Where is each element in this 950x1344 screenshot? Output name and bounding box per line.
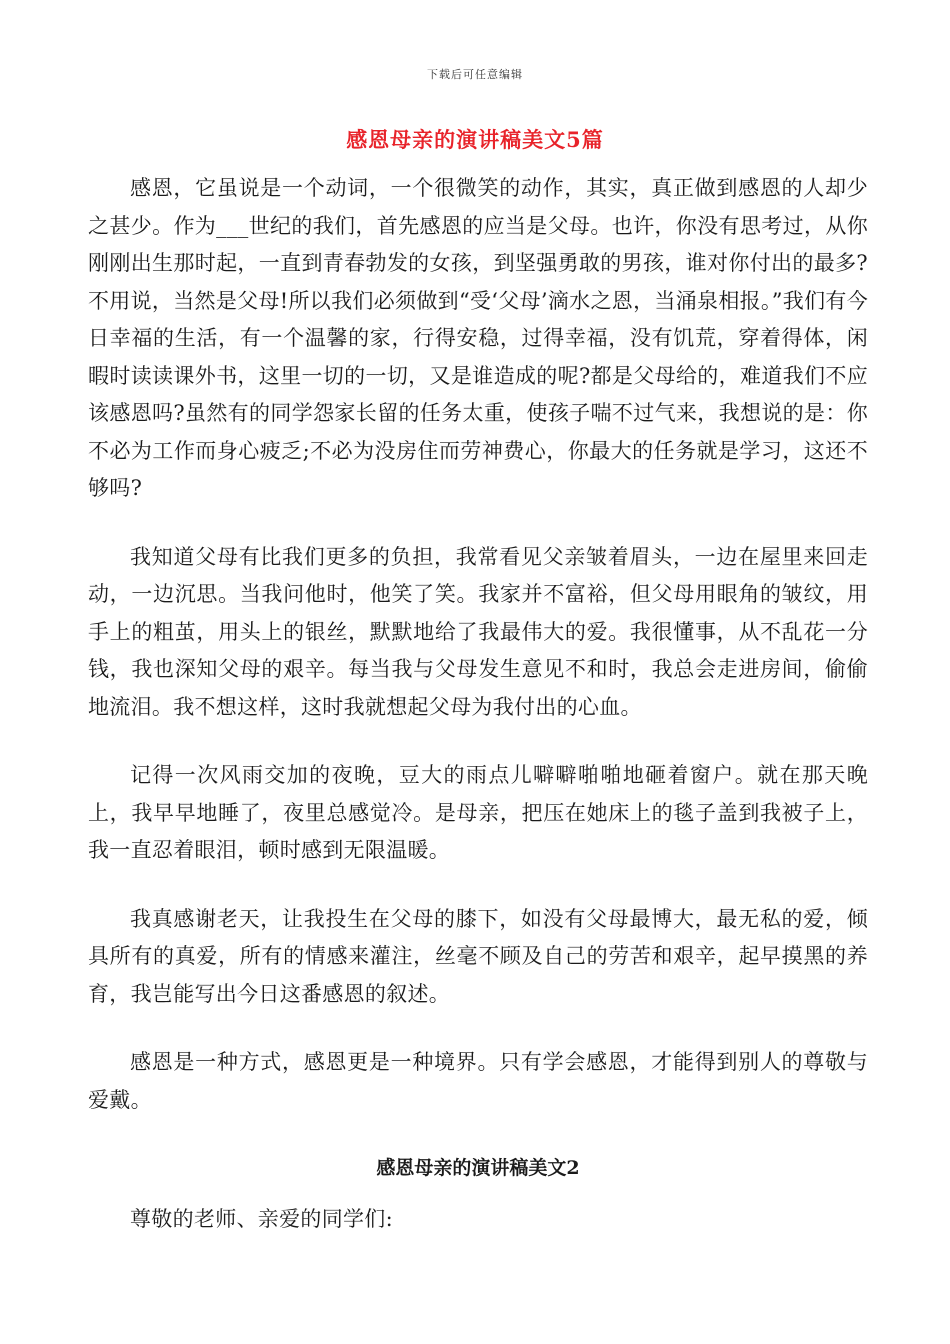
paragraph-gap <box>88 726 868 757</box>
paragraph-3: 记得一次风雨交加的夜晚，豆大的雨点儿噼噼啪啪地砸着窗户。就在那天晚上，我早早地睡了，夜里总感觉冷。是母亲，把压在她床上的毯子盖到我被子上，我一直忍着眼泪，顿时感到无限温暖。 <box>88 763 868 862</box>
document-title: 感恩母亲的演讲稿美文5篇 <box>346 127 604 152</box>
section-2-greeting: 尊敬的老师、亲爱的同学们: <box>130 1207 393 1231</box>
document-body <box>88 170 868 1239</box>
paragraph-5: 感恩是一种方式，感恩更是一种境界。只有学会感恩，才能得到别人的尊敬与爱戴。 <box>88 1050 868 1112</box>
paragraph-gap <box>88 1013 868 1044</box>
paragraph-gap <box>88 508 868 539</box>
header-note: 下载后可任意编辑 <box>427 68 523 81</box>
paragraph-gap <box>88 1187 868 1201</box>
paragraph-gap <box>88 1119 868 1150</box>
section-2-title: 感恩母亲的演讲稿美文2 <box>376 1157 580 1179</box>
paragraph-gap <box>88 870 868 901</box>
paragraph-2: 我知道父母有比我们更多的负担，我常看见父亲皱着眉头，一边在屋里来回走动，一边沉思。当我问他时，他笑了笑。我家并不富裕，但父母用眼角的皱纹，用手上的粗茧，用头上的银丝，默默地给了我最伟大的爱。我很懂事，从不乱花一分钱，我也深知父母的艰辛。每当我与父母发生意见不和时，我总会走进房间，偷偷地流泪。我不想这样，这时我就想起父母为我付出的心血。 <box>88 544 868 719</box>
paragraph-1: 感恩，它虽说是一个动词，一个很微笑的动作，其实，真正做到感恩的人却少之甚少。作为___世纪的我们，首先感恩的应当是父母。也许，你没有思考过，从你刚刚出生那时起，一直到青春勃发的女孩，到坚强勇敢的男孩，谁对你付出的最多?不用说，当然是父母!所以我们必须做到“受‘父母’滴水之恩，当涌泉相报。”我们有今日幸福的生活，有一个温馨的家，行得安稳，过得幸福，没有饥荒，穿着得体，闲暇时读读课外书，这里一切的一切，又是谁造成的呢?都是父母给的，难道我们不应该感恩吗?虽然有的同学怨家长留的任务太重，使孩子喘不过气来，我想说的是：你不必为工作而身心疲乏;不必为没房住而劳神费心，你最大的任务就是学习，这还不够吗? <box>88 176 868 500</box>
paragraph-4: 我真感谢老天，让我投生在父母的膝下，如没有父母最博大，最无私的爱，倾具所有的真爱，所有的情感来灌注，丝毫不顾及自己的劳苦和艰辛，起早摸黑的养育，我岂能写出今日这番感恩的叙述。 <box>88 906 868 1006</box>
